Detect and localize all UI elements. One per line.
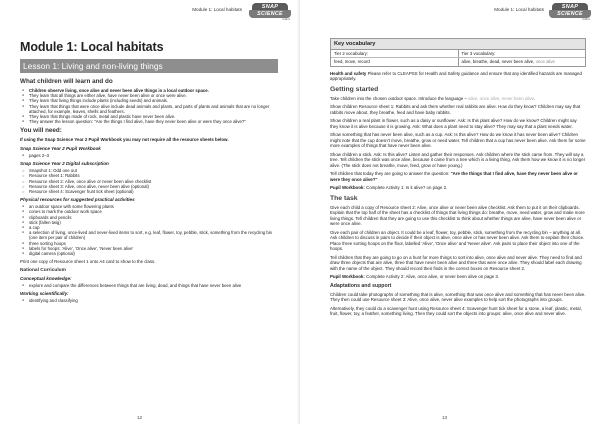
paragraph: Give each child a copy of Resource sheet 2: Alive, once alive or never been alive checklist. Ask them to put it on their clipboards. Explain that the top half of the sheet has a checklist of things that living things do: breathe, move, need water, grow and make more living things. Tell children that they are going to use this checklist to think about whether things are alive, have never been alive or were once alive.: [330, 204, 585, 227]
logo-line1: SNAP: [552, 3, 588, 11]
logo-line2: SCIENCE: [249, 10, 291, 18]
list-item: ● Children observe living, once alive and never been alive things in a local outdoor space.: [20, 88, 278, 93]
paragraph: Show children Resource sheet 1: Rabbits and ask them whether real rabbits are alive. How do they know? Children may say that rabbits move about, they breathe, feed and have baby rabbits.: [330, 104, 581, 115]
health-and-safety: Health and safety Please refer to CLEAPSS for Health and Safety guidance and ensure that any identified hazards are managed appropriately.: [330, 70, 582, 82]
list-item: ● cones to mark the outdoor work space: [20, 209, 278, 214]
physical-heading: Physical resources for suggested practical activities: [20, 197, 135, 203]
task-heading: The task: [330, 194, 358, 202]
page-number: 12: [137, 415, 143, 420]
list-item: ● labels for hoops: 'Alive', 'Once alive', 'Never been alive': [20, 246, 278, 251]
tier2-words: feed, move, record: [334, 59, 370, 65]
logo-line1: SNAP: [252, 3, 288, 11]
physical-list: [20, 204, 278, 256]
vocabulary-heading: Key vocabulary: [331, 39, 585, 50]
list-item: ● They learn that things that were once alive include dead animals and plants, and parts of plants and animals that are no longer attached, for example, leaves, shells and feathers.: [20, 104, 278, 114]
snap-science-logo: [248, 3, 292, 21]
right-content: [330, 38, 586, 320]
list-item: ○ Resource sheet 4: Scavenger hunt tick sheet (optional): [20, 189, 278, 194]
list-item: ○ Resource sheet 1: Rabbits: [20, 173, 278, 178]
print-note: Print one copy of Resource sheet 1 onto A4 card to show to the class.: [20, 259, 156, 265]
conceptual-heading: Conceptual knowledge:: [20, 275, 72, 281]
paragraph: Alternatively, they could do a scavenger hunt using Resource sheet 4: Scavenger hunt tick sheet for a stone, a leaf, plastic, metal, fruit, flower, toy, a feather, something living. Then they could sort the objects into groups: alive, once alive and never alive.: [330, 305, 582, 317]
list-item: ● They learn that living things include plants (including seeds) and animals.: [20, 98, 278, 103]
list-item: ● stick (fallen twig): [20, 220, 278, 225]
tier3-words: alive, breathe, dead, never been alive, once alive: [458, 58, 586, 65]
list-item: ● an outdoor space with some flowering plants: [20, 204, 278, 209]
national-curriculum-heading: National Curriculum: [20, 267, 66, 273]
logo-sub: Collins: [282, 18, 290, 21]
pupil-workbook-note: Pupil Workbook: Complete Activity 2: Alive, once alive, or never been alive on page 3.: [330, 274, 500, 280]
snap-science-logo: [548, 3, 592, 21]
list-item: ● They learn that all things are either alive, have never been alive or once were alive.: [20, 93, 278, 98]
pupil-workbook-note: Pupil Workbook: Complete Activity 1: Is it alive? on page 2.: [330, 185, 448, 191]
lesson-title: Lesson 1: Living and non-living things: [20, 59, 278, 73]
digital-heading: Snap Science Year 2 Digital subscription: [20, 161, 109, 167]
list-item: ● a selection of living, once-lived and never-lived items to sort, e.g. leaf, flower, toy, pebble, stick, something from the recycling bin (one item per pair of children): [20, 230, 278, 240]
working-list: [20, 298, 278, 303]
list-item: ● identifying and classifying: [20, 298, 278, 303]
paragraph: Show children a real plant in flower, such as a daisy or sunflower. Ask: Is this plant alive? How do we know? Children might say they know it is alive because it is growing. Ask: What does a plant need to stay alive? They may say that a plant needs water.: [330, 118, 577, 129]
learn-heading: What children will learn and do: [20, 78, 113, 85]
list-item: ● three sorting hoops: [20, 241, 278, 246]
digital-list: [20, 168, 278, 194]
list-item: ○ Resource sheet 3: Alive, once alive, never been alive (optional): [20, 184, 278, 189]
working-heading: Working scientifically:: [20, 290, 69, 296]
learn-list: [20, 88, 278, 124]
list-item: ● pages 2–3: [20, 153, 278, 158]
pupil-workbook-list: [20, 153, 278, 158]
paragraph: Take children into the chosen outdoor space. Introduce the language – alive, once alive, never been alive.: [330, 95, 536, 101]
module-title: Module 1: Local habitats: [20, 40, 164, 54]
left-content: [20, 40, 278, 306]
list-item: ● a cup: [20, 225, 278, 230]
paragraph: Tell children that they are going to go on a hunt for more things to sort into alive, once alive and never alive. They need to find and draw three objects that are alive, three that have never been alive and three that were once alive. They should label each drawing with the name of the object. They should record their finds in the correct boxes on Resource sheet 2.: [330, 254, 582, 271]
list-item: ● They answer the lesson question: "Are the things I find alive, have they never been alive or were they once alive?": [20, 119, 278, 124]
paragraph: Show children a stick. Ask: Is this alive? Listen and gather their responses. Ask children where the stick came from. They will say a tree. Tell children the stick was once alive, because it came from a tree which is a living thing. Ask them how we know it is no longer alive. (The stick does not breathe, move, feed, grow or have young.): [330, 151, 586, 168]
pupil-workbook-heading: Snap Science Year 2 Pupil Workbook: [20, 145, 101, 151]
you-will-need-heading: You will need:: [20, 127, 62, 135]
running-header: Module 1: Local habitats: [192, 7, 242, 12]
list-item: ● They learn that things made of rock, metal and plastic have never been alive.: [20, 114, 278, 119]
getting-started-heading: Getting started: [330, 85, 379, 93]
list-item: ● clipboards and pencils: [20, 215, 278, 220]
paragraph: Children could take photographs of something that is alive, something that was once alive and something that has never been alive. They then could use Resource sheet 3: Alive, once alive, never alive examples to help sort the photographs into groups.: [330, 291, 586, 303]
adaptations-heading: Adaptations and support: [330, 282, 392, 289]
paragraph: Give each pair of children an object. It could be a leaf, flower, toy, pebble, stick, something from the recycling bin – anything at all. Ask children to discuss in pairs to decide if their object is alive, once alive or has never been alive. Ask them to explain their choice. Place three sorting hoops on the floor, labelled 'Alive', 'Once alive' and 'Never alive'. Ask pairs to place their object into one of the hoops.: [330, 229, 585, 252]
conceptual-list: [20, 283, 278, 288]
list-item: ○ Snapshot 1: Odd one out: [20, 168, 278, 173]
tier2-label: Tier 2 vocabulary:: [334, 51, 368, 56]
paragraph: Tell children that today they are going to answer the question: "Are the things that I find alive, have they never been alive or were they once alive?": [330, 171, 578, 182]
vocabulary-labels-row: [331, 50, 585, 57]
workbook-note: If using the Snap Science Year 2 Pupil Workbook you may not require all the resource sheets below.: [20, 137, 229, 143]
logo-sub: Collins: [582, 18, 590, 21]
logo-line2: SCIENCE: [549, 10, 591, 18]
vocabulary-table: [330, 38, 586, 67]
list-item: ● digital camera (optional): [20, 251, 278, 256]
vocabulary-words-row: [331, 57, 585, 65]
paragraph: Show something that has never been alive, such as a cup. Ask: Is this alive? How do we know it has never been alive? Children might note that the cup doesn't move, breathe, grow or need water. Tell children that a cup has never been alive. Ask them for some more examples of things that have never been alive.: [330, 132, 586, 149]
page-number: 13: [442, 415, 448, 420]
tier3-label: Tier 3 vocabulary:: [458, 50, 586, 57]
running-header: Module 1: Local habitats: [494, 7, 544, 12]
right-page: [300, 0, 600, 424]
list-item: ○ Resource sheet 2: Alive, once alive or never been alive checklist: [20, 179, 278, 184]
list-item: ● explore and compare the differences between things that are living, dead, and things that have never been alive: [20, 283, 278, 288]
